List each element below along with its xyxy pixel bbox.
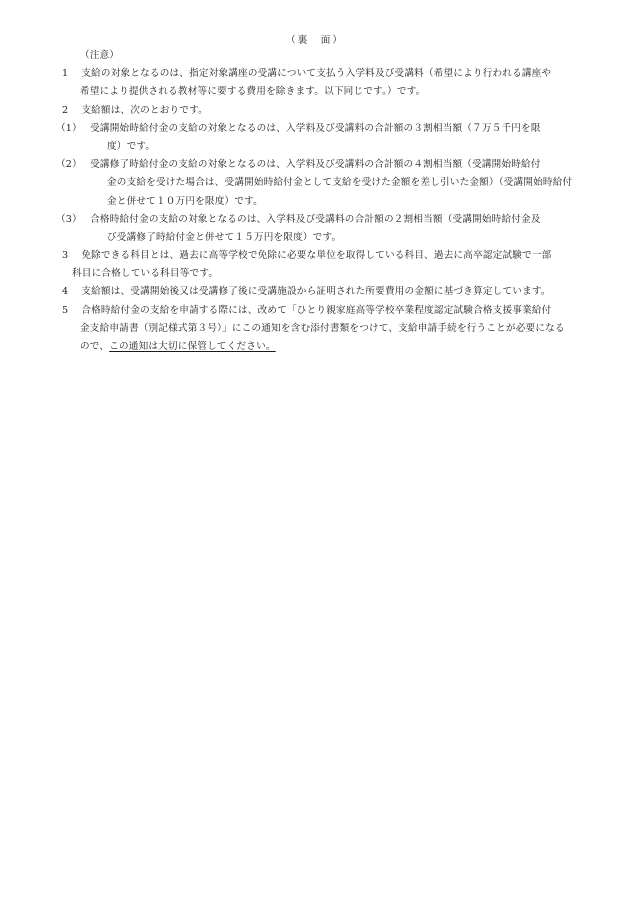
note-item-2-line-1: 2 支給額は、次のとおりです。 [62,104,208,116]
note-item-1-line-2: 希望により提供される教材等に要する費用を除きます。以下同じです。）です。 [80,86,426,98]
note-item-3-line-1: 3 免除できる科目とは、過去に高等学校で免除に必要な単位を取得している科目、過去に高卒認定試験で一部 [62,250,552,262]
note-item-2-sub-1-line-1: （1） 受講開始時給付金の支給の対象となるのは、入学料及び受講料の合計額の３割相当額（７万５千円を限 [56,122,541,134]
note-item-2-sub-2-line-1: （2） 受講修了時給付金の支給の対象となるのは、入学料及び受講料の合計額の４割相当額（受講開始時給付 [56,159,541,171]
note-item-5-line-3-prefix: ので、 [80,341,110,352]
notes-heading: （注意） [80,50,120,61]
keep-notice-instruction: この通知は大切に保管してください。 [109,341,276,352]
note-item-4-line-1: 4 支給額は、受講開始後又は受講修了後に受講施設から証明された所要費用の金額に基づき算定しています。 [62,286,551,298]
note-item-2-sub-1-line-2: 度）です。 [107,140,156,152]
note-item-2-sub-2-line-3: 金と併せて１０万円を限度）です。 [107,195,263,207]
note-item-3-line-2: 科目に合格している科目等です。 [72,268,219,280]
note-item-5-line-2: 金支給申請書（別記様式第３号）」にこの通知を含む添付書類をつけて、支給申請手続を行うことが必要になる [80,322,565,334]
notes-section [56,47,590,356]
note-item-5-line-1: 5 合格時給付金の支給を申請する際には、改めて「ひとり親家庭高等学校卒業程度認定試験合格支援事業給付 [62,304,552,316]
note-item-1-line-1: 1 支給の対象となるのは、指定対象講座の受講について支払う入学料及び受講料（希望により行われる講座や [62,68,552,80]
note-item-2-sub-3-line-1: （3） 合格時給付金の支給の対象となるのは、入学料及び受講料の合計額の２割相当額（受講開始時給付金及 [56,213,541,225]
note-item-5-line-3 [62,338,590,356]
note-item-2-sub-2-line-2: 金の支給を受けた場合は、受講開始時給付金として支給を受けた金額を差し引いた金額）（受講開始時給付 [107,177,573,189]
note-item-2-sub-3-line-2: び受講修了時給付金と併せて１５万円を限度）です。 [107,231,342,243]
side-title: （裏 面） [286,35,344,46]
